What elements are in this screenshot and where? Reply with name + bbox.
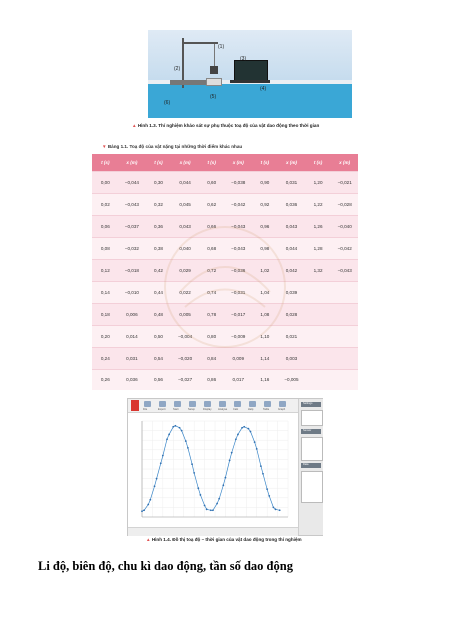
table-cell: 0,54 xyxy=(145,347,172,369)
table-cell xyxy=(331,369,358,390)
table-cell: 0,009 xyxy=(225,347,252,369)
table-cell: 0,66 xyxy=(198,215,225,237)
table-cell xyxy=(331,303,358,325)
table-cell: 0,031 xyxy=(119,347,146,369)
table-cell: 0,42 xyxy=(145,259,172,281)
table-cell: 0,92 xyxy=(252,193,279,215)
table-row xyxy=(92,215,358,237)
table-cell: −0,005 xyxy=(278,369,305,390)
table-header-cell: t (s) xyxy=(305,154,332,172)
table-cell: 0,044 xyxy=(172,172,199,194)
data-point xyxy=(254,441,256,443)
photo-label: (3) xyxy=(240,56,247,62)
table-cell: 0,039 xyxy=(278,281,305,303)
table-cell: 0,017 xyxy=(225,369,252,390)
table-cell: 0,68 xyxy=(198,237,225,259)
table-cell: 0,44 xyxy=(145,281,172,303)
table-cell: 0,06 xyxy=(92,215,119,237)
app-logo xyxy=(131,400,139,411)
table-cell: 0,90 xyxy=(252,172,279,194)
table-cell: −0,043 xyxy=(119,193,146,215)
toolbar-button-label: Start xyxy=(173,408,179,411)
table-row xyxy=(92,303,358,325)
table-cell: −0,043 xyxy=(331,259,358,281)
table-cell: 0,84 xyxy=(198,347,225,369)
side-panel-label: Settings xyxy=(303,402,313,405)
photo-label: (1) xyxy=(218,44,225,50)
table-cell: 1,08 xyxy=(252,303,279,325)
photo-label: (5) xyxy=(210,94,217,100)
data-point xyxy=(275,508,277,510)
table-cell: 0,043 xyxy=(278,215,305,237)
toolbar-button-icon[interactable] xyxy=(234,401,241,407)
app-toolbar xyxy=(128,399,298,413)
table-cell xyxy=(331,325,358,347)
motion-sensor xyxy=(206,78,222,86)
table-cell xyxy=(305,347,332,369)
toolbar-button-icon[interactable] xyxy=(219,401,226,407)
toolbar-button-label: Help xyxy=(248,408,254,411)
data-point xyxy=(260,465,262,467)
stand-arm xyxy=(182,42,218,44)
table-cell: −0,044 xyxy=(119,172,146,194)
status-bar xyxy=(128,527,298,536)
stand-base xyxy=(170,80,210,85)
table-cell xyxy=(305,281,332,303)
toolbar-button-icon[interactable] xyxy=(249,401,256,407)
data-point xyxy=(216,503,218,505)
toolbar-button-label: Display xyxy=(203,408,212,411)
table-cell: −0,009 xyxy=(225,325,252,347)
oscillating-mass xyxy=(210,66,218,74)
table-cell: −0,004 xyxy=(172,325,199,347)
data-point xyxy=(229,459,231,461)
toolbar-button-label: Graph xyxy=(278,408,286,411)
photo-label: (6) xyxy=(164,100,171,106)
table-cell: 0,043 xyxy=(172,215,199,237)
data-point xyxy=(160,462,162,464)
table-title: ▼ Bảng 1.1. Toạ độ của vật nặng tại những thời điểm khác nhau xyxy=(102,144,243,149)
table-cell: 1,28 xyxy=(305,237,332,259)
data-point xyxy=(187,447,189,449)
table-row xyxy=(92,237,358,259)
table-cell: 0,38 xyxy=(145,237,172,259)
data-point xyxy=(212,509,214,511)
table-cell: −0,037 xyxy=(119,215,146,237)
photo-label: (4) xyxy=(260,86,267,92)
side-panel-box xyxy=(301,437,323,461)
table-row xyxy=(92,347,358,369)
table-cell: −0,043 xyxy=(225,237,252,259)
table-cell: −0,027 xyxy=(172,369,199,390)
table-cell: 0,32 xyxy=(145,193,172,215)
table-cell: 0,006 xyxy=(119,303,146,325)
data-point xyxy=(204,505,206,507)
toolbar-button-label: Setup xyxy=(188,408,195,411)
toolbar-button-icon[interactable] xyxy=(159,401,166,407)
side-panel-label: Data xyxy=(303,463,309,466)
data-point xyxy=(210,509,212,511)
table-header-cell: x (m) xyxy=(172,154,199,172)
photo-label: (2) xyxy=(174,66,181,72)
toolbar-button-icon[interactable] xyxy=(174,401,181,407)
table-cell: 0,021 xyxy=(278,325,305,347)
toolbar-button-icon[interactable] xyxy=(144,401,151,407)
triangle-icon: ▲ xyxy=(146,537,151,542)
side-panel-label: Sensor xyxy=(303,429,312,432)
table-cell: 0,036 xyxy=(119,369,146,390)
table-cell: 0,18 xyxy=(92,303,119,325)
table-cell: 1,10 xyxy=(252,325,279,347)
data-point xyxy=(172,426,174,428)
table-header-cell: t (s) xyxy=(198,154,225,172)
table-row xyxy=(92,259,358,281)
side-panel-box xyxy=(301,471,323,503)
data-point xyxy=(262,473,264,475)
table-cell: 0,14 xyxy=(92,281,119,303)
table-cell: −0,021 xyxy=(331,172,358,194)
data-point xyxy=(222,484,224,486)
table-cell: 0,20 xyxy=(92,325,119,347)
table-cell: 0,74 xyxy=(198,281,225,303)
table-cell xyxy=(305,303,332,325)
data-point xyxy=(225,477,227,479)
table-cell: 0,042 xyxy=(278,259,305,281)
table-cell: 1,22 xyxy=(305,193,332,215)
table-cell: 0,98 xyxy=(252,237,279,259)
data-point xyxy=(168,434,170,436)
table-header-cell: x (m) xyxy=(225,154,252,172)
table-cell: 0,30 xyxy=(145,172,172,194)
table-header-cell: t (s) xyxy=(92,154,119,172)
table-cell: 0,022 xyxy=(172,281,199,303)
table-cell: 0,00 xyxy=(92,172,119,194)
data-point xyxy=(247,428,249,430)
data-point xyxy=(237,434,239,436)
laptop-base xyxy=(230,80,270,83)
toolbar-button-icon[interactable] xyxy=(264,401,271,407)
toolbar-button-label: File xyxy=(143,408,148,411)
table-cell: −0,040 xyxy=(331,215,358,237)
table-cell: 1,26 xyxy=(305,215,332,237)
data-point xyxy=(197,487,199,489)
table-cell: 0,80 xyxy=(198,325,225,347)
coordinates-table xyxy=(92,154,358,390)
data-point xyxy=(231,452,233,454)
triangle-down-icon: ▼ xyxy=(102,144,107,149)
data-point xyxy=(273,507,275,509)
section-heading: Li độ, biên độ, chu kì dao động, tần số dao động xyxy=(38,559,293,573)
table-cell: 0,014 xyxy=(119,325,146,347)
toolbar-button-label: Calc xyxy=(233,408,239,411)
table-cell: 0,36 xyxy=(145,215,172,237)
table-cell: −0,043 xyxy=(225,215,252,237)
table-cell: −0,038 xyxy=(225,172,252,194)
toolbar-button-icon[interactable] xyxy=(204,401,211,407)
data-point xyxy=(266,488,268,490)
table-cell: −0,018 xyxy=(119,259,146,281)
side-panel-box xyxy=(301,410,323,426)
table-row xyxy=(92,369,358,390)
data-point xyxy=(279,509,281,511)
data-point xyxy=(235,438,237,440)
table-cell: 0,78 xyxy=(198,303,225,325)
table-header-cell: x (m) xyxy=(119,154,146,172)
data-point xyxy=(181,430,183,432)
position-time-graph xyxy=(128,413,298,527)
table-cell: 0,003 xyxy=(278,347,305,369)
table-cell: −0,036 xyxy=(225,259,252,281)
table-cell: 0,50 xyxy=(145,325,172,347)
table-header-row xyxy=(92,154,358,172)
data-point xyxy=(193,472,195,474)
data-point xyxy=(185,440,187,442)
table-cell: 1,16 xyxy=(252,369,279,390)
table-cell: −0,017 xyxy=(225,303,252,325)
table-row xyxy=(92,325,358,347)
experiment-photo xyxy=(148,30,352,118)
data-point xyxy=(241,427,243,429)
table-cell: 1,20 xyxy=(305,172,332,194)
table-row xyxy=(92,172,358,194)
table-cell: 0,62 xyxy=(198,193,225,215)
data-point xyxy=(268,495,270,497)
figure-caption: ▲ Hình 1.3. Thí nghiệm khảo sát sự phụ thuộc toạ độ của vật dao động theo thời gian xyxy=(132,123,320,128)
table-cell: 0,036 xyxy=(278,193,305,215)
table-cell: 0,040 xyxy=(172,237,199,259)
data-point xyxy=(143,509,145,511)
table-row xyxy=(92,281,358,303)
table-cell: 0,86 xyxy=(198,369,225,390)
table-header-cell: x (m) xyxy=(278,154,305,172)
figure-caption: ▲ Hình 1.4. Đồ thị toạ độ – thời gian của vật dao động trong thí nghiệm xyxy=(146,537,302,542)
spring xyxy=(214,44,215,66)
table-cell: 0,031 xyxy=(278,172,305,194)
data-point xyxy=(256,448,258,450)
table-cell: 1,04 xyxy=(252,281,279,303)
table-cell xyxy=(305,369,332,390)
side-panel xyxy=(298,399,323,535)
table-cell: 0,56 xyxy=(145,369,172,390)
triangle-icon: ▲ xyxy=(132,123,137,128)
table-cell: −0,010 xyxy=(119,281,146,303)
table-row xyxy=(92,193,358,215)
data-point xyxy=(141,510,143,512)
data-point xyxy=(191,463,193,465)
table-cell: 0,029 xyxy=(172,259,199,281)
table-cell: −0,020 xyxy=(172,347,199,369)
data-point xyxy=(154,485,156,487)
toolbar-button-icon[interactable] xyxy=(279,401,286,407)
table-cell: 0,045 xyxy=(172,193,199,215)
data-point xyxy=(147,504,149,506)
table-cell: −0,042 xyxy=(331,237,358,259)
data-point xyxy=(149,499,151,501)
table-cell xyxy=(331,281,358,303)
table-cell: −0,031 xyxy=(225,281,252,303)
table-cell: 0,005 xyxy=(172,303,199,325)
data-point xyxy=(162,455,164,457)
table-cell: 0,60 xyxy=(198,172,225,194)
table-header-cell: x (m) xyxy=(331,154,358,172)
table-cell: 0,044 xyxy=(278,237,305,259)
table-cell: 0,12 xyxy=(92,259,119,281)
table-cell: 1,14 xyxy=(252,347,279,369)
table-cell: 1,32 xyxy=(305,259,332,281)
data-point xyxy=(218,498,220,500)
table-cell xyxy=(331,347,358,369)
table-header-cell: t (s) xyxy=(145,154,172,172)
table-cell: 0,028 xyxy=(278,303,305,325)
table-cell: 0,02 xyxy=(92,193,119,215)
table-body xyxy=(92,172,358,391)
data-point xyxy=(166,438,168,440)
table-cell xyxy=(305,325,332,347)
table-cell: 0,96 xyxy=(252,215,279,237)
data-table-block xyxy=(92,140,358,392)
table-header-cell: t (s) xyxy=(252,154,279,172)
table-cell: −0,028 xyxy=(331,193,358,215)
data-point xyxy=(156,478,158,480)
table-cell: 0,08 xyxy=(92,237,119,259)
toolbar-button-label: Table xyxy=(263,408,270,411)
data-point xyxy=(243,426,245,428)
table-cell: 0,48 xyxy=(145,303,172,325)
data-point xyxy=(250,431,252,433)
toolbar-button-label: Export xyxy=(158,408,166,411)
table-cell: 0,24 xyxy=(92,347,119,369)
toolbar-button-label: Analyse xyxy=(218,408,228,411)
table-cell: 0,72 xyxy=(198,259,225,281)
table-cell: −0,042 xyxy=(225,193,252,215)
data-point xyxy=(174,425,176,427)
data-point xyxy=(179,427,181,429)
software-screenshot xyxy=(127,398,323,536)
table-cell: 1,02 xyxy=(252,259,279,281)
data-point xyxy=(206,508,208,510)
table-cell: 0,26 xyxy=(92,369,119,390)
table-cell: −0,032 xyxy=(119,237,146,259)
toolbar-button-icon[interactable] xyxy=(189,401,196,407)
laptop-screen xyxy=(234,60,268,82)
data-point xyxy=(200,494,202,496)
